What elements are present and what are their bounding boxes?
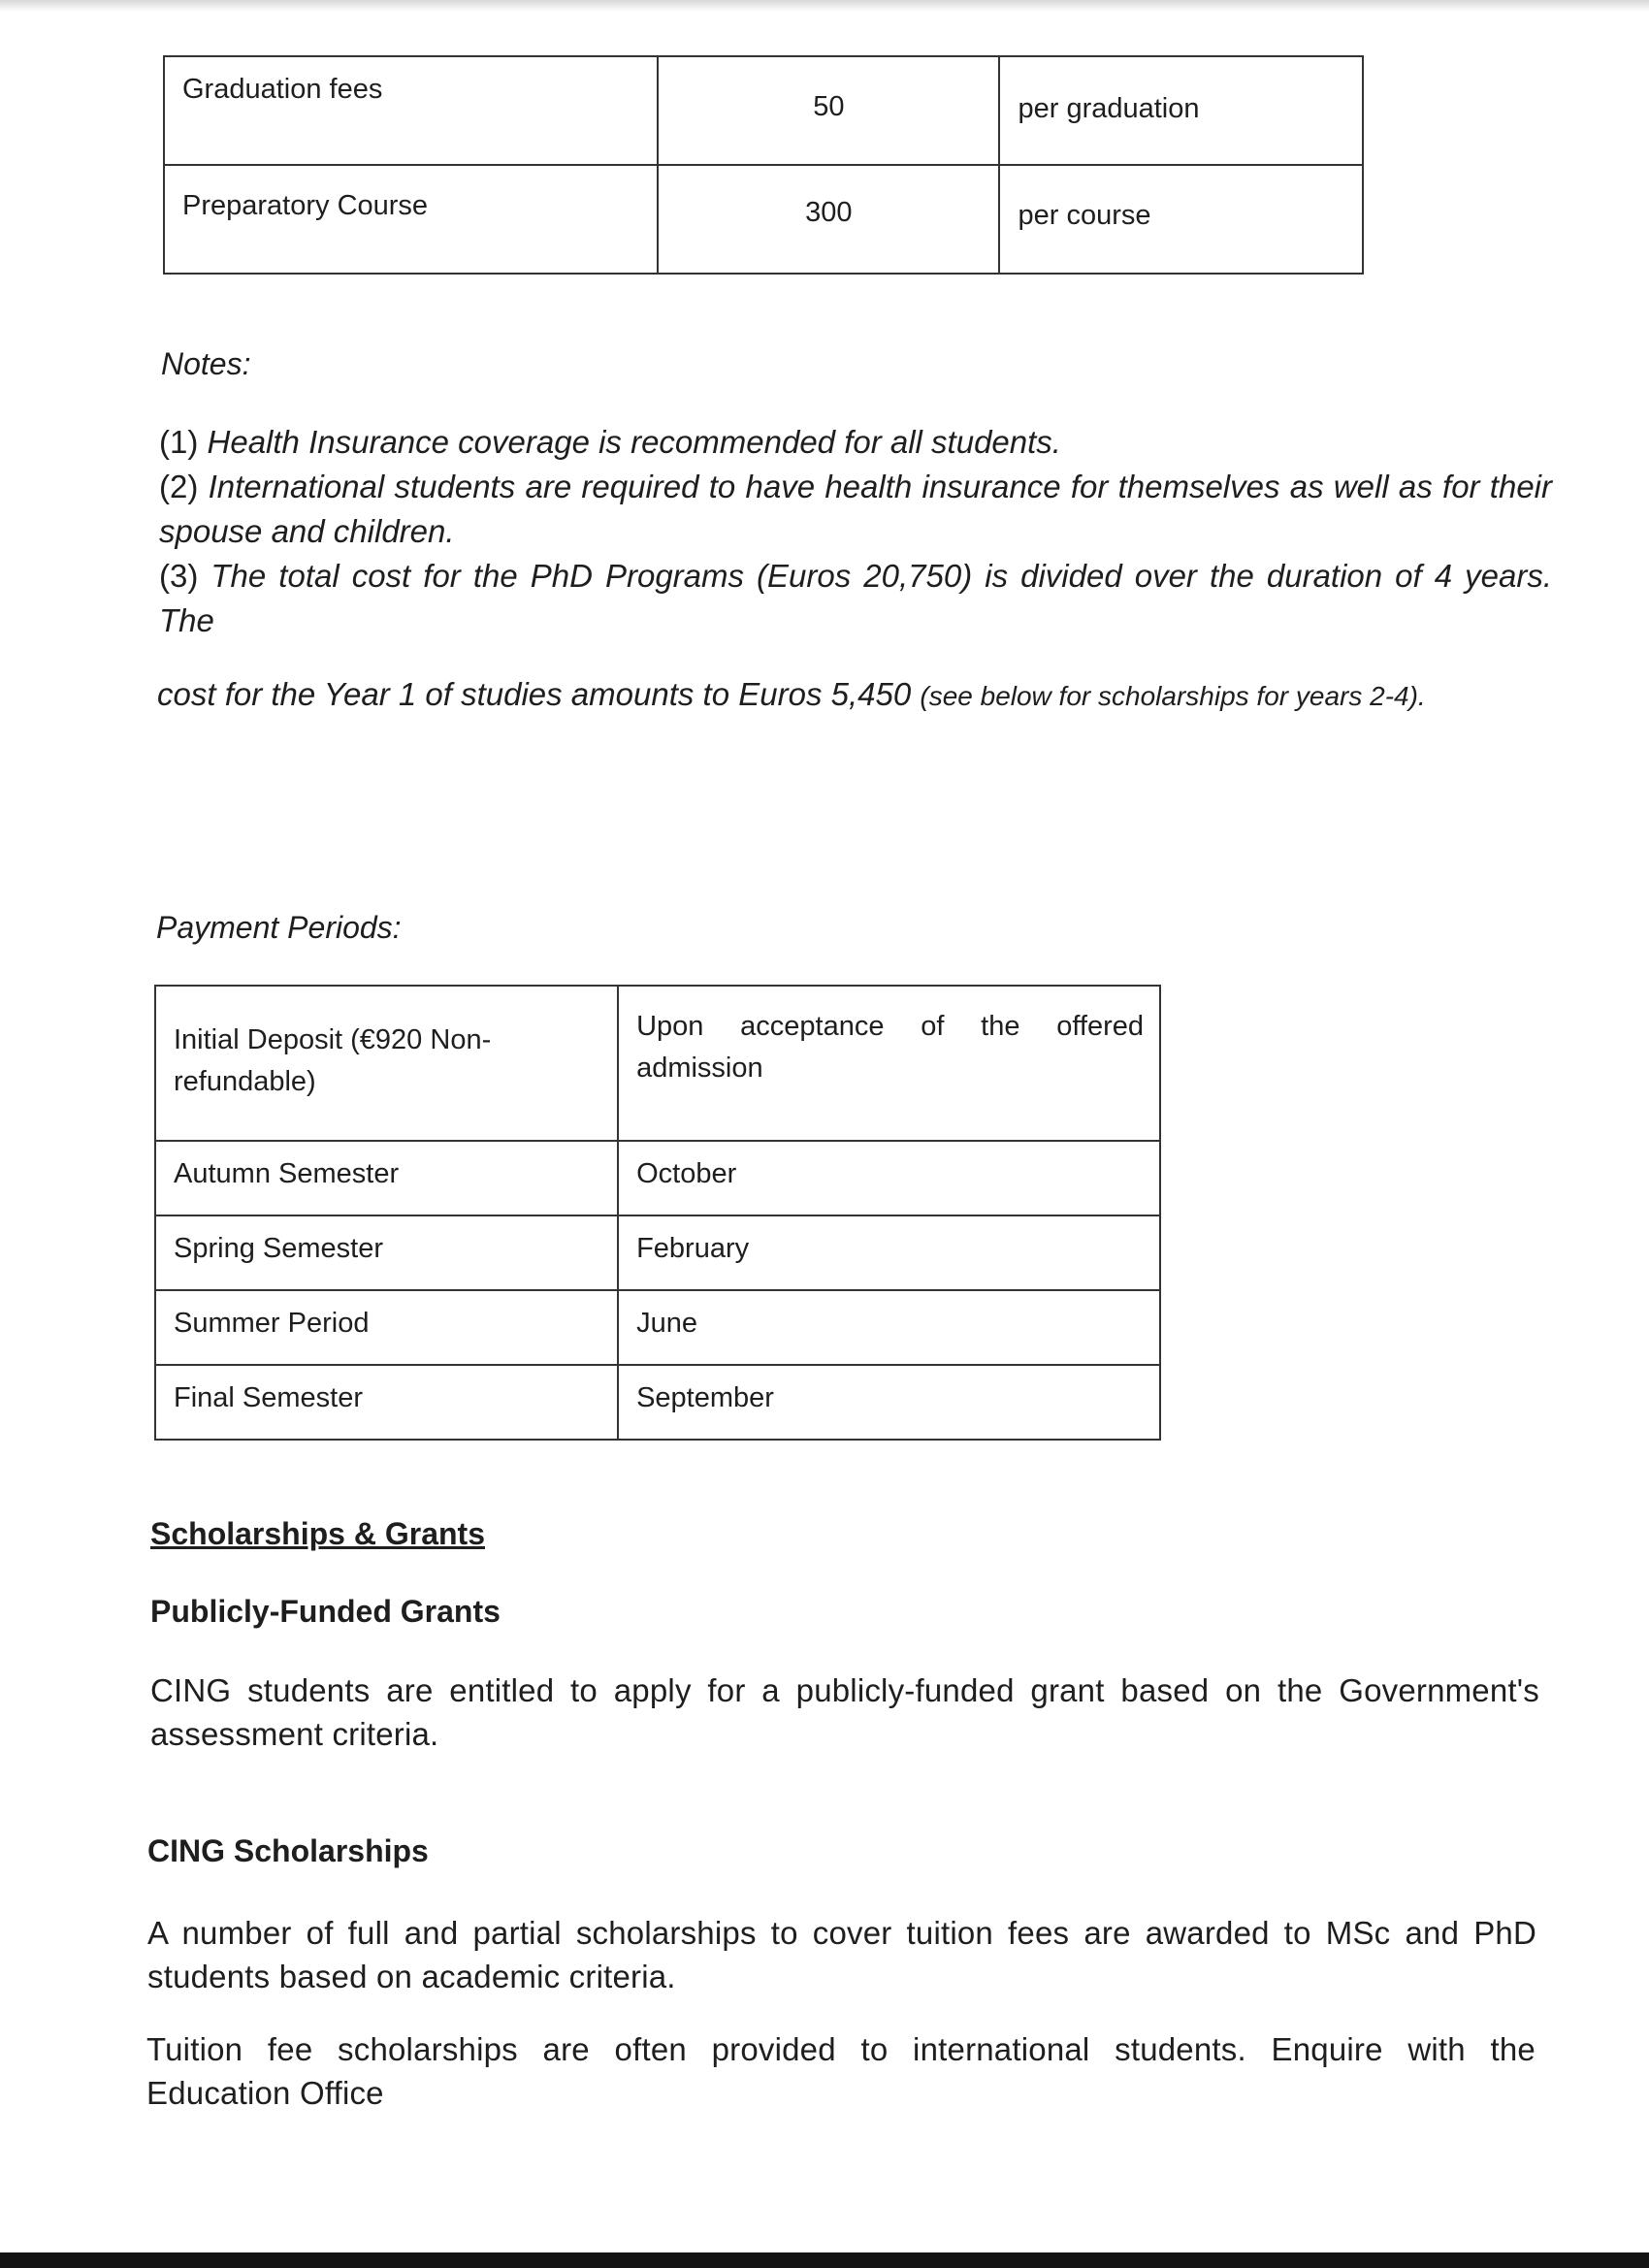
publicly-funded-text-line-2: assessment criteria. (150, 1716, 439, 1752)
note-3-continuation (157, 676, 1426, 713)
scholarships-heading: Scholarships & Grants (150, 1516, 485, 1551)
fee-item-cell: Graduation fees (164, 56, 658, 165)
cing-text-2-line-2: Education Office (146, 2075, 384, 2111)
payment-period-cell: Summer Period (155, 1290, 618, 1365)
table-row (155, 1215, 1160, 1290)
note-1-number: (1) (159, 424, 199, 460)
table-row (164, 56, 1363, 165)
note-3-line-1 (159, 554, 1552, 643)
fee-unit-cell: per graduation (999, 56, 1363, 165)
fees-table (163, 55, 1364, 275)
note-1-text: Health Insurance coverage is recommended for all students. (207, 424, 1061, 460)
note-3-text-line-2: cost for the Year 1 of studies amounts to Euros 5,450 (157, 676, 912, 712)
table-row (155, 1290, 1160, 1365)
publicly-funded-text-line-1: CING students are entitled to apply for a publicly-funded grant based on the Government's (150, 1672, 1539, 1708)
table-row (164, 165, 1363, 274)
notes-list (159, 420, 1552, 643)
payment-timing-cell: February (618, 1215, 1160, 1290)
payment-timing-cell: June (618, 1290, 1160, 1365)
publicly-funded-grants-text (150, 1669, 1539, 1756)
cing-scholarships-heading: CING Scholarships (147, 1833, 429, 1868)
fee-amount-cell: 50 (658, 56, 999, 165)
notes-title: Notes: (161, 346, 251, 381)
note-2-text-line-1: International students are required to have health insurance for themselves as well as for their (208, 469, 1552, 504)
publicly-funded-grants-heading: Publicly-Funded Grants (150, 1594, 501, 1629)
table-row (155, 1365, 1160, 1440)
note-3-text-small: (see below for scholarships for years 2-4). (920, 681, 1426, 711)
fee-unit-cell: per course (999, 165, 1363, 274)
cing-text-2-line-1: Tuition fee scholarships are often provided to international students. Enquire with the (146, 2031, 1536, 2067)
cing-text-1-line-2: students based on academic criteria. (147, 1959, 676, 1994)
scan-bottom-edge (0, 2252, 1649, 2268)
note-3-number: (3) (159, 558, 199, 594)
fee-amount-cell: 300 (658, 165, 999, 274)
table-row (155, 1141, 1160, 1215)
note-1 (159, 420, 1552, 465)
note-2-number: (2) (159, 469, 199, 504)
payment-periods-title: Payment Periods: (156, 910, 402, 945)
note-2-line-1 (159, 465, 1552, 509)
table-row (155, 986, 1160, 1141)
payment-periods-table (154, 985, 1161, 1441)
payment-timing-cell: September (618, 1365, 1160, 1440)
cing-scholarships-text-1 (147, 1911, 1536, 1998)
payment-period-cell: Initial Deposit (€920 Non-refundable) (155, 986, 618, 1141)
note-2-text-line-2: spouse and children. (159, 513, 455, 549)
payment-period-cell: Autumn Semester (155, 1141, 618, 1215)
payment-timing-cell: October (618, 1141, 1160, 1215)
cing-scholarships-text-2 (146, 2027, 1536, 2115)
payment-period-cell: Final Semester (155, 1365, 618, 1440)
fee-item-cell: Preparatory Course (164, 165, 658, 274)
cing-text-1-line-1: A number of full and partial scholarships to cover tuition fees are awarded to MSc and PhD (147, 1915, 1536, 1951)
payment-period-cell: Spring Semester (155, 1215, 618, 1290)
payment-timing-cell: Upon acceptance of the offered admission (618, 986, 1160, 1141)
note-3-text-line-1: The total cost for the PhD Programs (Euros 20,750) is divided over the duration of 4 years. The (159, 558, 1552, 638)
scan-top-edge (0, 0, 1649, 12)
